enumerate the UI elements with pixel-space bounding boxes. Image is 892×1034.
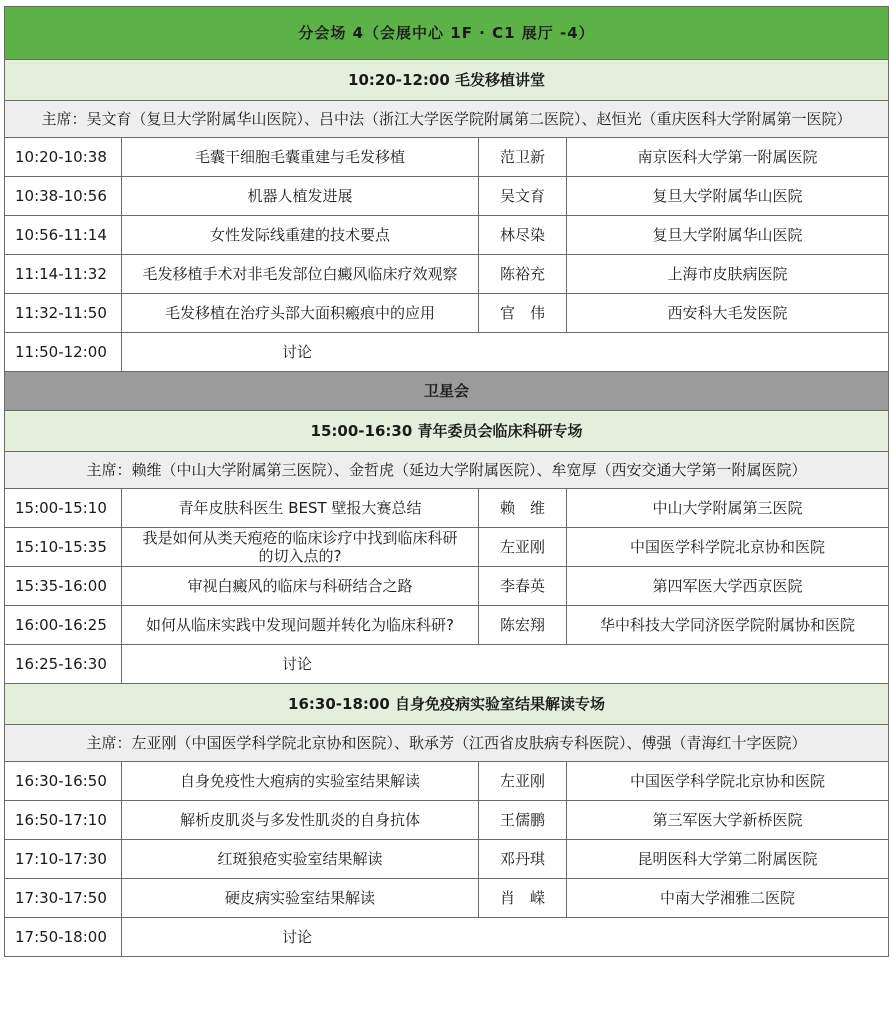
- table-row: [5, 801, 889, 840]
- talk-topic: 青年皮肤科医生 BEST 壁报大赛总结: [122, 489, 479, 528]
- talk-speaker: 陈宏翔: [479, 606, 567, 645]
- talk-time: 10:38-10:56: [5, 177, 122, 216]
- table-row: [5, 840, 889, 879]
- talk-time: 11:14-11:32: [5, 255, 122, 294]
- talk-time: 10:56-11:14: [5, 216, 122, 255]
- talk-affiliation: 复旦大学附属华山医院: [567, 216, 889, 255]
- talk-affiliation: 华中科技大学同济医学院附属协和医院: [567, 606, 889, 645]
- talk-affiliation: 昆明医科大学第二附属医院: [567, 840, 889, 879]
- chairs-text: 主席：吴文育（复旦大学附属华山医院）、吕中法（浙江大学医学院附属第二医院）、赵恒光（重庆医科大学附属第一医院）: [5, 101, 889, 138]
- session-title: 16:30-18:00 自身免疫病实验室结果解读专场: [5, 684, 889, 725]
- talk-time: 16:30-16:50: [5, 762, 122, 801]
- talk-speaker: 赖 维: [479, 489, 567, 528]
- talk-topic: 女性发际线重建的技术要点: [122, 216, 479, 255]
- schedule-table: [4, 6, 889, 957]
- talk-speaker: 吴文育: [479, 177, 567, 216]
- discussion-label: 讨论: [122, 918, 889, 957]
- talk-topic: 解析皮肌炎与多发性肌炎的自身抗体: [122, 801, 479, 840]
- table-row: [5, 177, 889, 216]
- discussion-label: 讨论: [122, 333, 889, 372]
- table-row: [5, 879, 889, 918]
- chairs-row: [5, 725, 889, 762]
- talk-speaker: 邓丹琪: [479, 840, 567, 879]
- chairs-text: 主席：左亚刚（中国医学科学院北京协和医院）、耿承芳（江西省皮肤病专科医院）、傅强（青海红十字医院）: [5, 725, 889, 762]
- talk-topic: 红斑狼疮实验室结果解读: [122, 840, 479, 879]
- table-row: [5, 606, 889, 645]
- satellite-header: [5, 372, 889, 411]
- talk-speaker: 左亚刚: [479, 762, 567, 801]
- talk-time: 16:00-16:25: [5, 606, 122, 645]
- talk-speaker: 范卫新: [479, 138, 567, 177]
- satellite-title: 卫星会: [5, 372, 889, 411]
- talk-speaker: 肖 嵘: [479, 879, 567, 918]
- talk-topic: 毛发移植手术对非毛发部位白癜风临床疗效观察: [122, 255, 479, 294]
- table-row: [5, 528, 889, 567]
- talk-affiliation: 中国医学科学院北京协和医院: [567, 762, 889, 801]
- session-title: 10:20-12:00 毛发移植讲堂: [5, 60, 889, 101]
- talk-time: 17:10-17:30: [5, 840, 122, 879]
- talk-speaker: 官 伟: [479, 294, 567, 333]
- talk-affiliation: 复旦大学附属华山医院: [567, 177, 889, 216]
- venue-banner: [5, 7, 889, 60]
- discussion-time: 17:50-18:00: [5, 918, 122, 957]
- talk-topic: 硬皮病实验室结果解读: [122, 879, 479, 918]
- chairs-row: [5, 452, 889, 489]
- discussion-time: 16:25-16:30: [5, 645, 122, 684]
- table-row: [5, 567, 889, 606]
- talk-affiliation: 中山大学附属第三医院: [567, 489, 889, 528]
- table-row: [5, 489, 889, 528]
- session-header: [5, 411, 889, 452]
- talk-topic: 自身免疫性大疱病的实验室结果解读: [122, 762, 479, 801]
- talk-topic: [122, 528, 479, 567]
- talk-topic: 机器人植发进展: [122, 177, 479, 216]
- session-header: [5, 60, 889, 101]
- talk-time: 10:20-10:38: [5, 138, 122, 177]
- talk-time: 11:32-11:50: [5, 294, 122, 333]
- talk-time: 16:50-17:10: [5, 801, 122, 840]
- table-row: [5, 216, 889, 255]
- talk-topic: 审视白癜风的临床与科研结合之路: [122, 567, 479, 606]
- talk-affiliation: 上海市皮肤病医院: [567, 255, 889, 294]
- talk-speaker: 王儒鹏: [479, 801, 567, 840]
- talk-topic-line: 我是如何从类天疱疮的临床诊疗中找到临床科研: [142, 529, 458, 547]
- talk-time: 15:00-15:10: [5, 489, 122, 528]
- talk-time: 17:30-17:50: [5, 879, 122, 918]
- chairs-text: 主席：赖维（中山大学附属第三医院）、金哲虎（延边大学附属医院）、牟宽厚（西安交通大学第一附属医院）: [5, 452, 889, 489]
- talk-speaker: 林尽染: [479, 216, 567, 255]
- discussion-row: [5, 645, 889, 684]
- talk-affiliation: 中国医学科学院北京协和医院: [567, 528, 889, 567]
- talk-speaker: 李春英: [479, 567, 567, 606]
- discussion-row: [5, 333, 889, 372]
- talk-affiliation: 中南大学湘雅二医院: [567, 879, 889, 918]
- discussion-row: [5, 918, 889, 957]
- talk-topic: 毛囊干细胞毛囊重建与毛发移植: [122, 138, 479, 177]
- talk-time: 15:35-16:00: [5, 567, 122, 606]
- table-row: [5, 762, 889, 801]
- session-title: 15:00-16:30 青年委员会临床科研专场: [5, 411, 889, 452]
- talk-affiliation: 第三军医大学新桥医院: [567, 801, 889, 840]
- talk-topic-line: 的切入点的?: [258, 547, 342, 565]
- talk-affiliation: 西安科大毛发医院: [567, 294, 889, 333]
- talk-speaker: 左亚刚: [479, 528, 567, 567]
- talk-topic: 毛发移植在治疗头部大面积瘢痕中的应用: [122, 294, 479, 333]
- venue-title: 分会场 4（会展中心 1F · C1 展厅 -4）: [5, 7, 889, 60]
- session-header: [5, 684, 889, 725]
- talk-time: 15:10-15:35: [5, 528, 122, 567]
- table-row: [5, 255, 889, 294]
- table-row: [5, 294, 889, 333]
- talk-topic: 如何从临床实践中发现问题并转化为临床科研?: [122, 606, 479, 645]
- table-row: [5, 138, 889, 177]
- discussion-label: 讨论: [122, 645, 889, 684]
- chairs-row: [5, 101, 889, 138]
- discussion-time: 11:50-12:00: [5, 333, 122, 372]
- talk-affiliation: 南京医科大学第一附属医院: [567, 138, 889, 177]
- talk-affiliation: 第四军医大学西京医院: [567, 567, 889, 606]
- talk-speaker: 陈裕充: [479, 255, 567, 294]
